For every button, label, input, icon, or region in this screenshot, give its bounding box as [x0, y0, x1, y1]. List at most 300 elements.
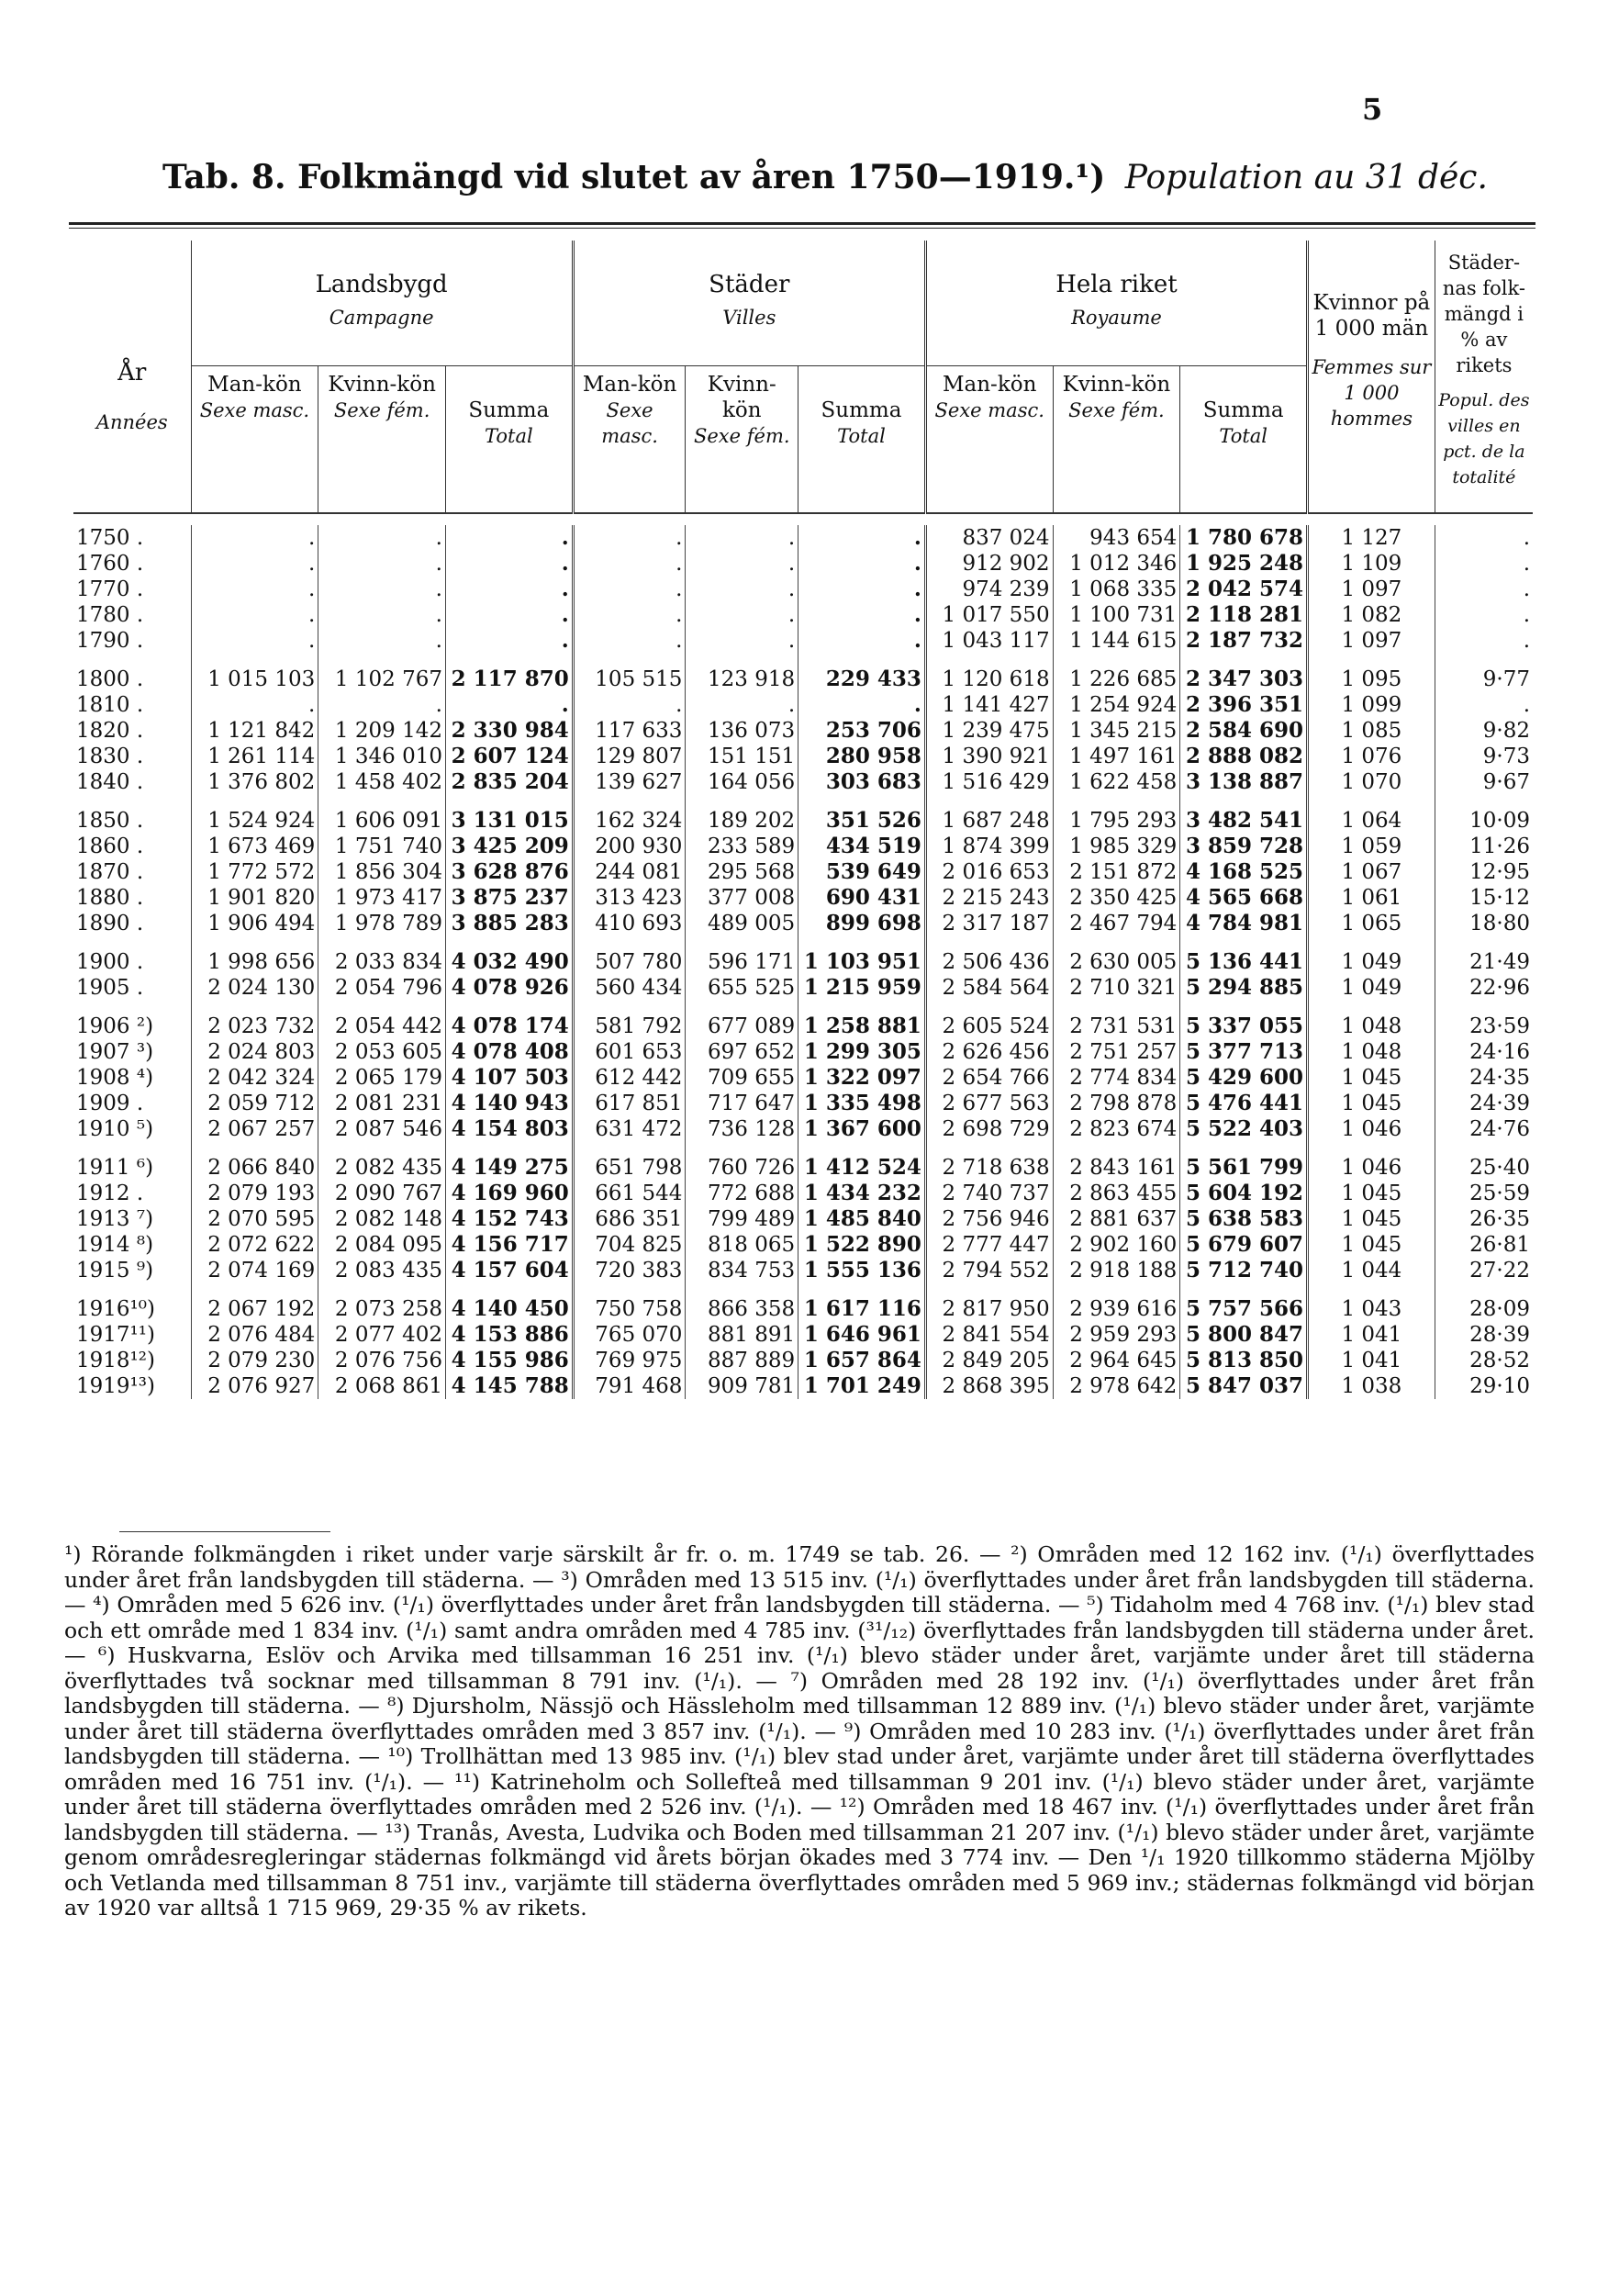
gap-cell: [445, 795, 573, 808]
cell-um: .: [573, 551, 686, 577]
cell-us: 1 434 232: [798, 1181, 926, 1206]
cell-pct: 25·40: [1435, 1155, 1533, 1181]
cell-us: 690 431: [798, 885, 926, 911]
cell-tw: 2 731 531: [1053, 1014, 1180, 1039]
cell-ts: 2 187 732: [1180, 628, 1308, 654]
gap-cell: [1180, 795, 1308, 808]
cell-rw: 2 073 258: [318, 1296, 446, 1322]
cell-um: 686 351: [573, 1206, 686, 1232]
cell-tm: 1 017 550: [925, 602, 1053, 628]
cell-tw: 2 978 642: [1053, 1373, 1180, 1399]
cell-year: 1890 .: [76, 911, 144, 935]
cell-uw: 709 655: [686, 1065, 798, 1091]
gap-cell: [318, 1142, 446, 1155]
gap-cell: [573, 1283, 686, 1296]
cell-ts: 5 136 441: [1180, 949, 1308, 975]
cell-ts: 5 679 607: [1180, 1232, 1308, 1258]
cell-rs: 3 875 237: [445, 885, 573, 911]
cell-um: 661 544: [573, 1181, 686, 1206]
cell-pct: 15·12: [1435, 885, 1533, 911]
cell-rs: 4 156 717: [445, 1232, 573, 1258]
cell-us: 539 649: [798, 859, 926, 885]
cell-tw: 1 497 161: [1053, 744, 1180, 769]
cell-um: 651 798: [573, 1155, 686, 1181]
cell-uw: 377 008: [686, 885, 798, 911]
header-year: [73, 241, 191, 513]
gap-cell: [573, 1001, 686, 1014]
sub-sum-sv: Summa: [1202, 398, 1284, 422]
cell-ts: 5 638 583: [1180, 1206, 1308, 1232]
header-urban-sv: Städer: [709, 271, 790, 298]
gap-cell: [191, 795, 318, 808]
gap-cell: [1435, 654, 1533, 666]
table-row: [73, 1155, 1533, 1181]
cell-tm: 837 024: [925, 525, 1053, 551]
cell-us: 280 958: [798, 744, 926, 769]
cell-rs: 3 885 283: [445, 911, 573, 936]
gap-cell: [1308, 795, 1435, 808]
cell-tw: 1 795 293: [1053, 808, 1180, 834]
gap-cell: [798, 1142, 926, 1155]
cell-pct: .: [1435, 602, 1533, 628]
cell-uw: 136 073: [686, 718, 798, 744]
cell-rm: 1 772 572: [191, 859, 318, 885]
table-row: [73, 1296, 1533, 1322]
cell-uw: 760 726: [686, 1155, 798, 1181]
cell-rw: 2 054 796: [318, 975, 446, 1001]
cell-rm: 2 079 230: [191, 1348, 318, 1373]
cell-uw: 123 918: [686, 666, 798, 692]
cell-rm: .: [191, 551, 318, 577]
cell-rm: 1 015 103: [191, 666, 318, 692]
cell-ts: 5 847 037: [1180, 1373, 1308, 1399]
cell-year: 1915 ⁹): [76, 1258, 154, 1282]
cell-pct: 18·80: [1435, 911, 1533, 936]
cell-pct: 25·59: [1435, 1181, 1533, 1206]
header-group-urban: [573, 241, 925, 366]
cell-rs: .: [445, 551, 573, 577]
header-ratio-sv: Kvinnor på 1 000 män: [1312, 291, 1431, 341]
cell-ratio: 1 045: [1308, 1206, 1435, 1232]
cell-tm: 2 605 524: [925, 1014, 1053, 1039]
cell-tm: 2 756 946: [925, 1206, 1053, 1232]
cell-um: 162 324: [573, 808, 686, 834]
cell-rs: 4 078 926: [445, 975, 573, 1001]
cell-tm: 2 817 950: [925, 1296, 1053, 1322]
cell-pct: 22·96: [1435, 975, 1533, 1001]
cell-rs: 4 157 604: [445, 1258, 573, 1283]
gap-cell: [73, 795, 191, 808]
cell-tm: 912 902: [925, 551, 1053, 577]
header-urban-sum: [798, 366, 926, 513]
header-urban-men: [573, 366, 686, 513]
table-row: [73, 1373, 1533, 1399]
cell-uw: .: [686, 602, 798, 628]
cell-tm: 2 506 436: [925, 949, 1053, 975]
cell-ratio: 1 045: [1308, 1232, 1435, 1258]
cell-year: 1770 .: [76, 577, 144, 601]
gap-cell: [686, 795, 798, 808]
page-number: 5: [1362, 92, 1383, 127]
cell-year: 1840 .: [76, 769, 144, 794]
cell-ts: 2 118 281: [1180, 602, 1308, 628]
cell-rs: 3 425 209: [445, 834, 573, 859]
cell-tw: 2 710 321: [1053, 975, 1180, 1001]
cell-um: 765 070: [573, 1322, 686, 1348]
cell-ratio: 1 044: [1308, 1258, 1435, 1283]
cell-uw: 655 525: [686, 975, 798, 1001]
cell-uw: 489 005: [686, 911, 798, 936]
cell-tm: 974 239: [925, 577, 1053, 602]
cell-rs: 3 628 876: [445, 859, 573, 885]
table-row: [73, 949, 1533, 975]
cell-rw: 2 033 834: [318, 949, 446, 975]
gap-cell: [1308, 1142, 1435, 1155]
gap-cell: [73, 1142, 191, 1155]
table-row: [73, 1322, 1533, 1348]
cell-year: 1900 .: [76, 949, 144, 974]
cell-tw: 1 144 615: [1053, 628, 1180, 654]
gap-cell: [798, 936, 926, 949]
gap-cell: [318, 1001, 446, 1014]
gap-cell: [1180, 936, 1308, 949]
gap-cell: [798, 1283, 926, 1296]
table-body: [73, 525, 1533, 1399]
cell-ratio: 1 064: [1308, 808, 1435, 834]
cell-rw: .: [318, 692, 446, 718]
cell-us: 303 683: [798, 769, 926, 795]
gap-cell: [445, 1001, 573, 1014]
cell-tw: 2 630 005: [1053, 949, 1180, 975]
gap-cell: [1435, 1283, 1533, 1296]
cell-tw: 943 654: [1053, 525, 1180, 551]
gap-cell: [73, 936, 191, 949]
cell-tm: 2 718 638: [925, 1155, 1053, 1181]
gap-cell: [191, 1283, 318, 1296]
cell-uw: 909 781: [686, 1373, 798, 1399]
cell-tm: 1 043 117: [925, 628, 1053, 654]
header-year-sv: År: [117, 358, 147, 386]
cell-pct: 24·76: [1435, 1116, 1533, 1142]
gap-cell: [1308, 1001, 1435, 1014]
table-row: [73, 1206, 1533, 1232]
gap-cell: [1053, 795, 1180, 808]
cell-um: 410 693: [573, 911, 686, 936]
sub-sum-fr: Total: [837, 425, 886, 447]
cell-us: 1 322 097: [798, 1065, 926, 1091]
gap-cell: [191, 1142, 318, 1155]
gap-cell: [798, 1001, 926, 1014]
cell-tw: 1 345 215: [1053, 718, 1180, 744]
gap-cell: [798, 654, 926, 666]
cell-ts: 2 042 574: [1180, 577, 1308, 602]
sub-sum-fr: Total: [1219, 425, 1268, 447]
cell-year: 1906 ²): [76, 1014, 154, 1038]
cell-ratio: 1 041: [1308, 1322, 1435, 1348]
cell-tm: 1 687 248: [925, 808, 1053, 834]
gap-cell: [573, 795, 686, 808]
cell-um: .: [573, 692, 686, 718]
cell-ts: 4 168 525: [1180, 859, 1308, 885]
cell-ratio: 1 049: [1308, 949, 1435, 975]
page-title: [162, 158, 1488, 196]
cell-rw: .: [318, 602, 446, 628]
cell-ratio: 1 048: [1308, 1014, 1435, 1039]
header-rural-sum: [445, 366, 573, 513]
cell-tw: 1 100 731: [1053, 602, 1180, 628]
footnote-rule: [119, 1531, 330, 1532]
cell-rm: 1 906 494: [191, 911, 318, 936]
cell-pct: 9·82: [1435, 718, 1533, 744]
cell-uw: .: [686, 577, 798, 602]
table-row: [73, 808, 1533, 834]
row-gap: [73, 936, 1533, 949]
cell-year: 1909 .: [76, 1091, 144, 1115]
cell-pct: .: [1435, 577, 1533, 602]
cell-rm: .: [191, 577, 318, 602]
cell-rm: 2 067 192: [191, 1296, 318, 1322]
cell-us: 253 706: [798, 718, 926, 744]
cell-year: 1780 .: [76, 602, 144, 627]
cell-rs: .: [445, 577, 573, 602]
cell-us: 1 412 524: [798, 1155, 926, 1181]
cell-rm: 1 261 114: [191, 744, 318, 769]
gap-cell: [798, 795, 926, 808]
cell-year: 1919¹³): [76, 1373, 155, 1398]
cell-pct: 11·26: [1435, 834, 1533, 859]
row-gap: [73, 654, 1533, 666]
cell-rw: 1 346 010: [318, 744, 446, 769]
cell-year: 1907 ³): [76, 1039, 154, 1064]
cell-tm: 2 626 456: [925, 1039, 1053, 1065]
gap-cell: [318, 936, 446, 949]
cell-tw: 2 774 834: [1053, 1065, 1180, 1091]
row-gap: [73, 1283, 1533, 1296]
cell-ratio: 1 061: [1308, 885, 1435, 911]
cell-year: 1760 .: [76, 551, 144, 576]
gap-cell: [73, 1283, 191, 1296]
cell-tm: 2 215 243: [925, 885, 1053, 911]
cell-rw: 2 082 435: [318, 1155, 446, 1181]
cell-rm: 2 079 193: [191, 1181, 318, 1206]
cell-rs: 4 140 943: [445, 1091, 573, 1116]
header-kingdom-sum: [1180, 366, 1308, 513]
cell-pct: 9·67: [1435, 769, 1533, 795]
cell-ratio: 1 065: [1308, 911, 1435, 936]
cell-um: 612 442: [573, 1065, 686, 1091]
cell-rw: 2 054 442: [318, 1014, 446, 1039]
table-row: [73, 859, 1533, 885]
cell-ts: 5 800 847: [1180, 1322, 1308, 1348]
cell-um: 560 434: [573, 975, 686, 1001]
cell-pct: 28·09: [1435, 1296, 1533, 1322]
cell-tw: 2 823 674: [1053, 1116, 1180, 1142]
sub-men-sv: Man-kön: [207, 373, 302, 397]
cell-ratio: 1 097: [1308, 577, 1435, 602]
gap-cell: [1180, 1001, 1308, 1014]
header-kingdom-men: [925, 366, 1053, 513]
cell-pct: 23·59: [1435, 1014, 1533, 1039]
gap-cell: [1053, 654, 1180, 666]
table-row: [73, 1091, 1533, 1116]
cell-pct: 26·81: [1435, 1232, 1533, 1258]
cell-uw: 717 647: [686, 1091, 798, 1116]
cell-rm: .: [191, 692, 318, 718]
cell-ratio: 1 127: [1308, 525, 1435, 551]
cell-tm: 1 141 427: [925, 692, 1053, 718]
cell-rw: 1 978 789: [318, 911, 446, 936]
cell-tw: 1 068 335: [1053, 577, 1180, 602]
cell-us: .: [798, 602, 926, 628]
cell-tw: 2 843 161: [1053, 1155, 1180, 1181]
cell-uw: 866 358: [686, 1296, 798, 1322]
gap-cell: [1053, 1001, 1180, 1014]
cell-um: 117 633: [573, 718, 686, 744]
header-share-fr: Popul. des villes en pct. de la totalité: [1438, 390, 1530, 487]
cell-ratio: 1 049: [1308, 975, 1435, 1001]
header-group-kingdom: [925, 241, 1307, 366]
row-gap: [73, 1142, 1533, 1155]
cell-rs: 4 153 886: [445, 1322, 573, 1348]
header-rule: [73, 513, 1533, 525]
cell-ratio: 1 043: [1308, 1296, 1435, 1322]
cell-pct: 28·52: [1435, 1348, 1533, 1373]
header-share-sv: Städer-nas folk-mängd i % av rikets: [1442, 252, 1525, 376]
cell-year: 1905 .: [76, 975, 144, 1000]
cell-pct: 21·49: [1435, 949, 1533, 975]
sub-men-fr: Sexe masc.: [601, 399, 658, 447]
cell-tm: 2 868 395: [925, 1373, 1053, 1399]
cell-us: 1 258 881: [798, 1014, 926, 1039]
cell-ts: 5 561 799: [1180, 1155, 1308, 1181]
cell-rm: .: [191, 628, 318, 654]
cell-um: 791 468: [573, 1373, 686, 1399]
gap-cell: [573, 654, 686, 666]
cell-us: 1 646 961: [798, 1322, 926, 1348]
cell-rw: 2 084 095: [318, 1232, 446, 1258]
cell-tw: 1 622 458: [1053, 769, 1180, 795]
cell-year: 1914 ⁸): [76, 1232, 154, 1257]
cell-um: 139 627: [573, 769, 686, 795]
sub-men-fr: Sexe masc.: [934, 399, 1044, 421]
header-rural-sv: Landsbygd: [315, 271, 448, 298]
cell-us: 899 698: [798, 911, 926, 936]
gap-cell: [925, 1001, 1053, 1014]
cell-um: .: [573, 577, 686, 602]
cell-us: 1 103 951: [798, 949, 926, 975]
cell-rm: 1 998 656: [191, 949, 318, 975]
cell-year: 1820 .: [76, 718, 144, 743]
gap-cell: [1435, 795, 1533, 808]
cell-uw: 772 688: [686, 1181, 798, 1206]
table-row: [73, 834, 1533, 859]
cell-tm: 2 849 205: [925, 1348, 1053, 1373]
cell-rs: .: [445, 525, 573, 551]
table-row: [73, 1348, 1533, 1373]
gap-cell: [925, 1283, 1053, 1296]
cell-pct: 28·39: [1435, 1322, 1533, 1348]
gap-cell: [1180, 1142, 1308, 1155]
sub-sum-sv: Summa: [821, 398, 902, 422]
cell-um: .: [573, 525, 686, 551]
cell-um: 129 807: [573, 744, 686, 769]
cell-rw: 1 606 091: [318, 808, 446, 834]
cell-rm: .: [191, 525, 318, 551]
gap-cell: [1308, 1283, 1435, 1296]
gap-cell: [1180, 654, 1308, 666]
gap-cell: [445, 936, 573, 949]
gap-cell: [191, 1001, 318, 1014]
cell-ts: 5 757 566: [1180, 1296, 1308, 1322]
cell-rm: 2 070 595: [191, 1206, 318, 1232]
cell-rm: 2 066 840: [191, 1155, 318, 1181]
cell-ratio: 1 059: [1308, 834, 1435, 859]
cell-tw: 2 350 425: [1053, 885, 1180, 911]
cell-uw: 233 589: [686, 834, 798, 859]
gap-cell: [318, 795, 446, 808]
cell-rw: 1 973 417: [318, 885, 446, 911]
cell-rm: 2 023 732: [191, 1014, 318, 1039]
cell-tm: 2 317 187: [925, 911, 1053, 936]
cell-um: .: [573, 628, 686, 654]
cell-rm: 2 067 257: [191, 1116, 318, 1142]
gap-cell: [1435, 936, 1533, 949]
cell-uw: .: [686, 525, 798, 551]
cell-uw: 295 568: [686, 859, 798, 885]
cell-rs: 4 169 960: [445, 1181, 573, 1206]
gap-cell: [445, 654, 573, 666]
cell-rm: 2 072 622: [191, 1232, 318, 1258]
cell-rs: 2 117 870: [445, 666, 573, 692]
gap-cell: [1435, 1001, 1533, 1014]
header-ratio-fr: Femmes sur 1 000 hommes: [1312, 356, 1432, 430]
header-urban-women: [686, 366, 798, 513]
cell-year: 1916¹⁰): [76, 1296, 155, 1321]
table-row: [73, 1116, 1533, 1142]
cell-ratio: 1 045: [1308, 1091, 1435, 1116]
cell-um: 313 423: [573, 885, 686, 911]
gap-cell: [573, 1142, 686, 1155]
cell-rm: 2 024 130: [191, 975, 318, 1001]
cell-us: .: [798, 628, 926, 654]
cell-uw: 736 128: [686, 1116, 798, 1142]
cell-tw: 2 964 645: [1053, 1348, 1180, 1373]
cell-um: 769 975: [573, 1348, 686, 1373]
cell-ts: 2 888 082: [1180, 744, 1308, 769]
cell-us: 1 335 498: [798, 1091, 926, 1116]
table-row: [73, 885, 1533, 911]
cell-tm: 1 239 475: [925, 718, 1053, 744]
cell-um: 720 383: [573, 1258, 686, 1283]
cell-rw: 2 068 861: [318, 1373, 446, 1399]
cell-uw: 818 065: [686, 1232, 798, 1258]
cell-year: 1850 .: [76, 808, 144, 833]
cell-rs: .: [445, 692, 573, 718]
cell-ts: 1 780 678: [1180, 525, 1308, 551]
cell-rs: 4 078 174: [445, 1014, 573, 1039]
cell-rm: .: [191, 602, 318, 628]
cell-ts: 3 138 887: [1180, 769, 1308, 795]
cell-ratio: 1 082: [1308, 602, 1435, 628]
cell-rm: 1 901 820: [191, 885, 318, 911]
cell-uw: 189 202: [686, 808, 798, 834]
cell-ratio: 1 038: [1308, 1373, 1435, 1399]
sub-men-sv: Man-kön: [942, 373, 1037, 397]
table-row: [73, 1039, 1533, 1065]
cell-year: 1790 .: [76, 628, 144, 653]
cell-ratio: 1 067: [1308, 859, 1435, 885]
header-rural-women: [318, 366, 446, 513]
